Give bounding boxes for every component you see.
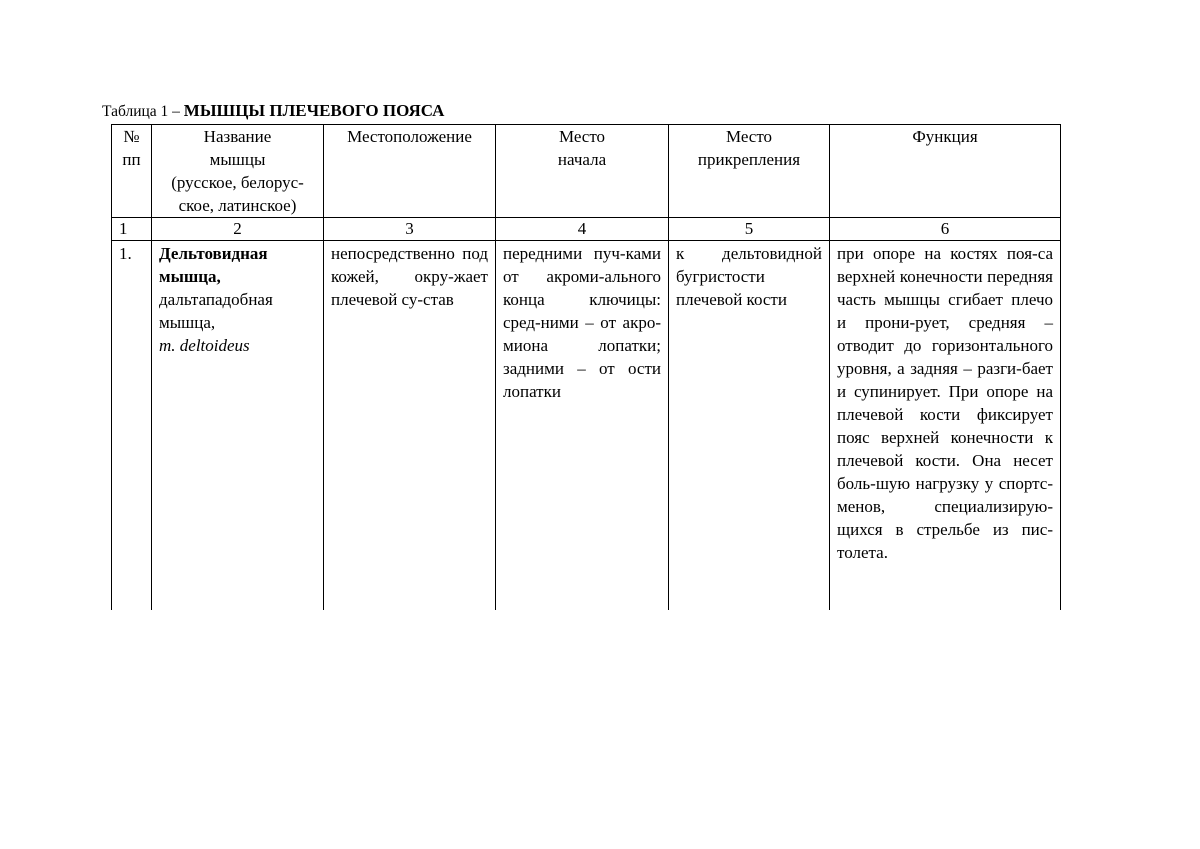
column-number: 4 xyxy=(496,218,669,241)
column-number: 3 xyxy=(324,218,496,241)
muscle-name-be: дальтападобная мышца, xyxy=(159,290,273,332)
column-number: 5 xyxy=(669,218,830,241)
origin-cell: передними пуч-ками от акроми-ального конца ключицы: сред-ними – от акро-миона лопатки; задними – от ости лопатки xyxy=(496,241,669,611)
location-cell: непосредственно под кожей, окру-жает плечевой су-став xyxy=(324,241,496,611)
header-function: Функция xyxy=(830,125,1061,218)
caption-prefix: Таблица 1 – xyxy=(102,103,184,120)
column-number: 2 xyxy=(152,218,324,241)
table-caption xyxy=(102,101,444,121)
column-number: 1 xyxy=(112,218,152,241)
caption-title: МЫШЦЫ ПЛЕЧЕВОГО ПОЯСА xyxy=(183,101,445,120)
header-origin: Место начала xyxy=(496,125,669,218)
column-number: 6 xyxy=(830,218,1061,241)
muscle-name-la: m. deltoideus xyxy=(159,336,250,355)
row-number: 1. xyxy=(112,241,152,611)
header-insertion: Место прикрепления xyxy=(669,125,830,218)
muscle-name-ru: Дельтовидная мышца, xyxy=(159,244,268,286)
muscles-table xyxy=(111,124,1061,610)
function-cell: при опоре на костях поя-са верхней конечности передняя часть мышцы сгибает плечо и прони-рует, средняя – отводит до горизонтального уровня, а задняя – разги-бает и супинирует. При опоре на плечевой кости фиксирует пояс верхней конечности к плечевой кости. Она несет боль-шую нагрузку у спортс-менов, специализирую-щихся в стрельбе из пис-толета. xyxy=(830,241,1061,611)
header-location: Местоположение xyxy=(324,125,496,218)
header-row xyxy=(112,125,1061,218)
table-row xyxy=(112,241,1061,611)
column-number-row xyxy=(112,218,1061,241)
header-muscle-name: Название мышцы (русское, белорус- ское, латинское) xyxy=(152,125,324,218)
insertion-cell: к дельтовидной бугристости плечевой кости xyxy=(669,241,830,611)
muscle-name-cell xyxy=(152,241,324,611)
header-number: № пп xyxy=(112,125,152,218)
